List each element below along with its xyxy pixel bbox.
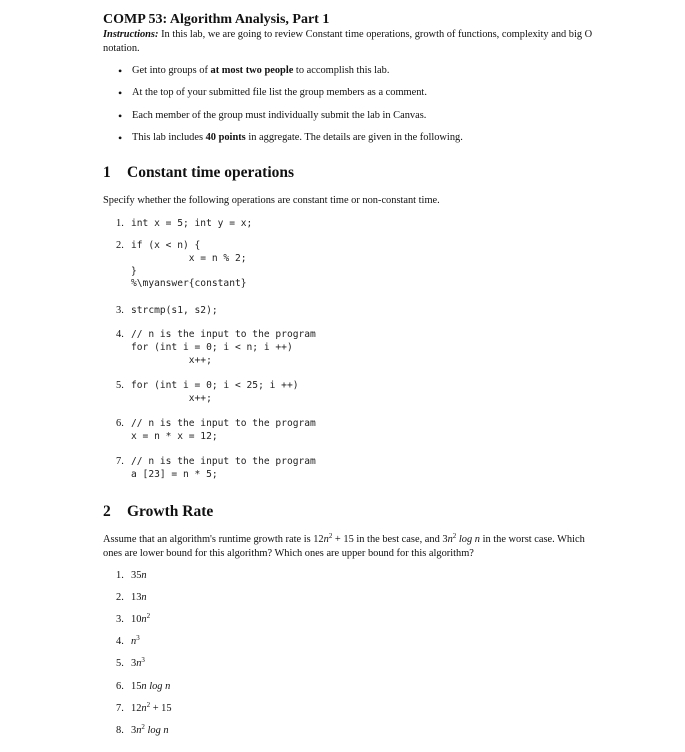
growth-item-3: 3. $10n^2$ bbox=[116, 612, 151, 625]
worst-case-expr: $3n^2$ log n bbox=[442, 532, 480, 545]
instructions-text: In this lab, we are going to review Constant time operations, growth of functions, complexity and big O notation. bbox=[103, 29, 593, 54]
code-item-1: 1. int x = 5; int y = x; bbox=[116, 218, 253, 229]
bullet-item: • This lab includes 40 points in aggregate. The details are given in the following. bbox=[118, 131, 463, 153]
code-item-7: 7. // n is the input to the program a [23] = n * 5; bbox=[116, 456, 316, 480]
section-1-intro: Specify whether the following operations are constant time or non-constant time. bbox=[103, 195, 440, 206]
code-snippet: int x = 5; int y = x; bbox=[131, 218, 253, 229]
best-case-expr: $12n^2 + 15$ bbox=[313, 532, 354, 545]
growth-item-1: 1. 35n bbox=[116, 570, 147, 581]
section-2-intro: Assume that an algorithm's runtime growth rate is $12n^2 + 15$ in the best case, and $3n^2$ log n in the worst case. Which ones are lower bound for this algorithm? Which ones are upper bound for this algorithm? bbox=[103, 532, 585, 559]
instructions-paragraph bbox=[103, 28, 593, 56]
code-snippet: // n is the input to the program for (int i = 0; i < n; i ++) x++; bbox=[131, 329, 316, 366]
instructions-label: Instructions: bbox=[103, 29, 159, 40]
bullet-item: • Get into groups of at most two people to accomplish this lab. bbox=[118, 64, 463, 86]
code-snippet: // n is the input to the program x = n * x = 12; bbox=[131, 418, 316, 442]
growth-item-4: 4. $n^3$ bbox=[116, 634, 140, 647]
code-snippet: if (x < n) { x = n % 2; } %\myanswer{constant} bbox=[131, 240, 247, 290]
code-item-5: 5. for (int i = 0; i < 25; i ++) x++; bbox=[116, 380, 299, 404]
section-2-heading: 2 Growth Rate bbox=[103, 503, 214, 520]
code-item-3: 3. strcmp(s1, s2); bbox=[116, 305, 218, 316]
document-title: COMP 53: Algorithm Analysis, Part 1 bbox=[103, 12, 330, 27]
instructions-bullet-list bbox=[118, 64, 463, 153]
growth-item-7: 7. $12n^2 + 15$ bbox=[116, 701, 172, 714]
code-snippet: strcmp(s1, s2); bbox=[131, 305, 218, 316]
growth-item-6: 6. 15n log n bbox=[116, 681, 171, 692]
growth-item-5: 5. $3n^3$ bbox=[116, 656, 145, 669]
growth-item-8: 8. $3n^2$ log n bbox=[116, 723, 169, 736]
bullet-item: • At the top of your submitted file list the group members as a comment. bbox=[118, 86, 463, 108]
code-snippet: // n is the input to the program a [23] = n * 5; bbox=[131, 456, 316, 480]
code-snippet: for (int i = 0; i < 25; i ++) x++; bbox=[131, 380, 299, 404]
code-item-2: 2. if (x < n) { x = n % 2; } %\myanswer{constant} bbox=[116, 240, 247, 290]
section-1-heading: 1 Constant time operations bbox=[103, 164, 295, 181]
bullet-item: • Each member of the group must individually submit the lab in Canvas. bbox=[118, 109, 463, 131]
code-item-4: 4. // n is the input to the program for (int i = 0; i < n; i ++) x++; bbox=[116, 329, 316, 366]
code-item-6: 6. // n is the input to the program x = n * x = 12; bbox=[116, 418, 316, 442]
growth-item-2: 2. 13n bbox=[116, 592, 147, 603]
